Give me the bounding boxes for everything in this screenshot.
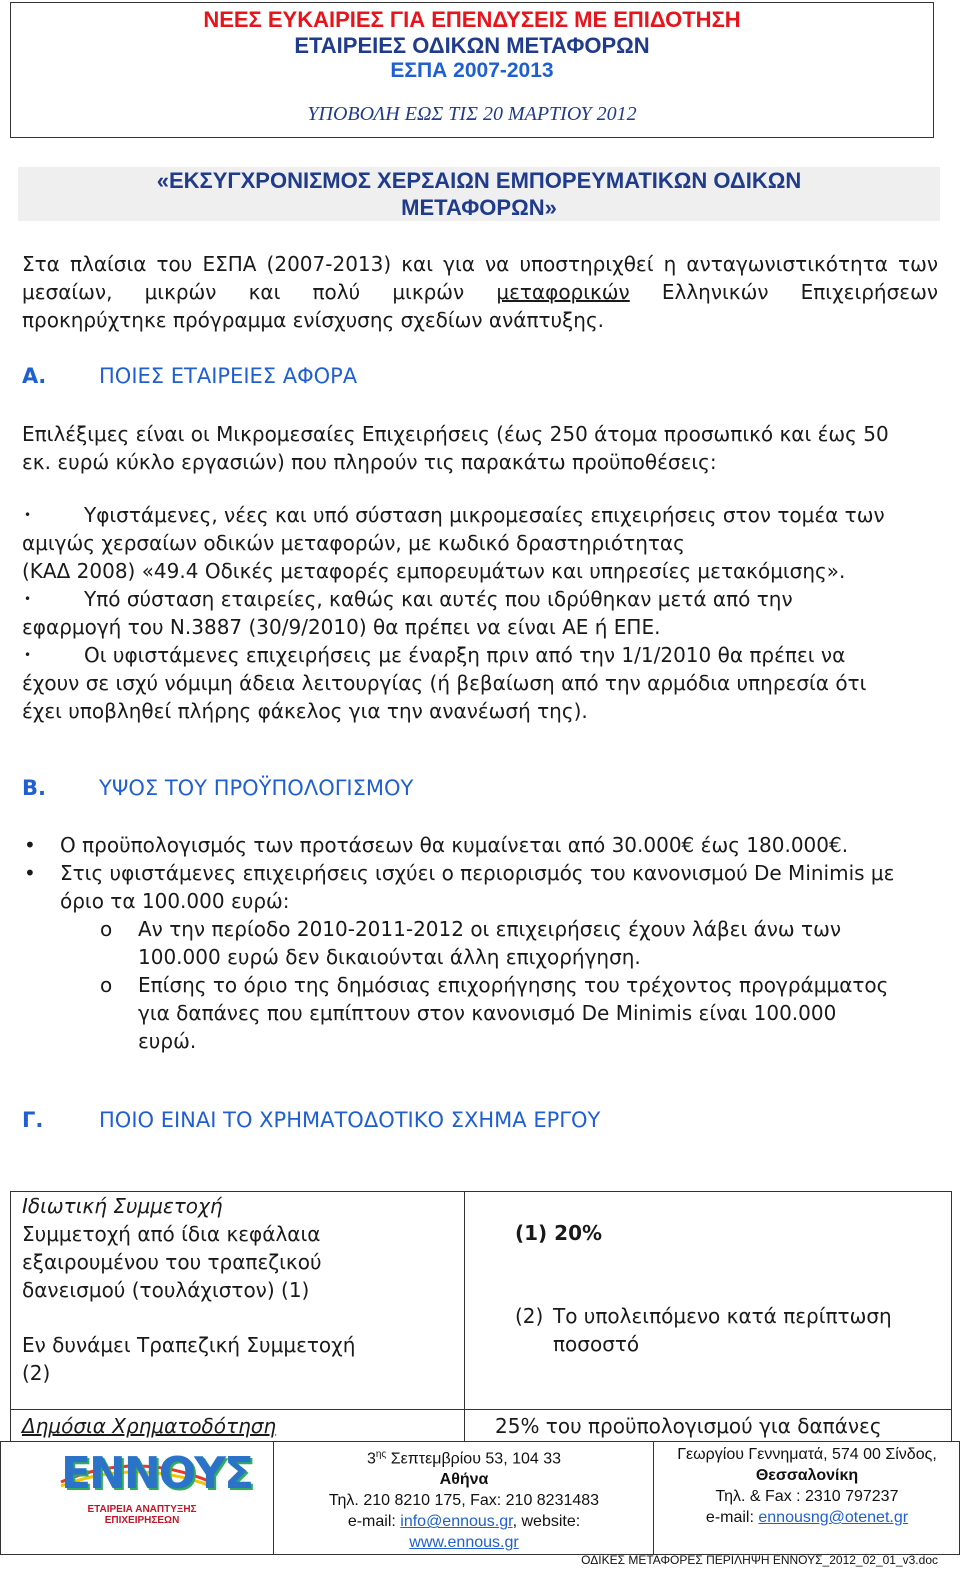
sub-list-item: o Επίσης το όριο της δημόσιας επιχορήγησης του τρέχοντος προγράμματος για δαπάνες που εμπίπτουν στον κανονισμό De Minimis είναι 100.000 ευρώ.	[100, 973, 889, 1053]
footer-logo-cell	[1, 1442, 273, 1554]
public-value: 25% του προϋπολογισμού για δαπάνες	[495, 1414, 882, 1438]
footer-athens-cell	[273, 1442, 654, 1554]
own-share-value: (1) 20%	[515, 1221, 603, 1245]
section-a-paragraph	[22, 420, 938, 476]
program-title-line2: ΜΕΤΑΦΟΡΩΝ»	[401, 195, 557, 220]
private-heading: Ιδιωτική Συμμετοχή	[22, 1194, 223, 1218]
list-item: • Υφιστάμενες, νέες και υπό σύσταση μικρομεσαίες επιχειρήσεις στον τομέα των αμιγώς χερσαίων οδικών μεταφορών, με κωδικό δραστηριότητας (ΚΑΔ 2008) «49.4 Οδικές μεταφορές εμπορευμάτων και υπηρεσίες μετακόμισης».	[22, 503, 885, 583]
bank-share-value: (2) Το υπολειπόμενο κατά περίπτωση ποσοστό	[515, 1304, 892, 1356]
financing-table	[10, 1191, 952, 1452]
athens-city: Αθήνα	[439, 1471, 489, 1489]
bullet-marker: •	[24, 648, 32, 662]
section-b-title: ΥΨΟΣ ΤΟΥ ΠΡΟΫΠΟΛΟΓΙΣΜΟΥ	[99, 776, 414, 800]
public-heading: Δημόσια Χρηματοδότηση	[22, 1414, 277, 1438]
header-subtitle: ΕΤΑΙΡΕΙΕΣ ΟΔΙΚΩΝ ΜΕΤΑΦΟΡΩΝ	[294, 33, 650, 58]
footer-letterhead	[0, 1441, 960, 1555]
sub-list-item: o Αν την περίοδο 2010-2011-2012 οι επιχειρήσεις έχουν λάβει άνω των 100.000 ευρώ δεν δικαιούνται άλλη επιχορήγηση.	[100, 917, 841, 969]
intro-line3: προκηρύχτηκε πρόγραμμα ενίσχυσης σχεδίων ανάπτυξης.	[22, 308, 605, 332]
sub-bullet-marker: o	[100, 917, 113, 941]
bullet-marker: •	[24, 861, 36, 885]
section-a-para-line1: Επιλέξιμες είναι οι Μικρομεσαίες Επιχειρήσεις (έως 250 άτομα προσωπικό και έως 50	[22, 422, 889, 446]
sub-bullet-marker: o	[100, 973, 113, 997]
intro-line1: Στα πλαίσια του ΕΣΠΑ (2007-2013) και για να υποστηριχθεί η ανταγωνιστικότητα των	[22, 252, 938, 276]
section-c-title: ΠΟΙΟ ΕΙΝΑΙ ΤΟ ΧΡΗΜΑΤΟΔΟΤΙΚΟ ΣΧΗΜΑ ΕΡΓΟΥ	[99, 1108, 601, 1132]
section-a-title: ΠΟΙΕΣ ΕΤΑΙΡΕΙΕΣ ΑΦΟΡΑ	[99, 364, 358, 388]
section-b-list	[22, 831, 938, 1055]
deadline-text: ΥΠΟΒΟΛΗ ΕΩΣ ΤΙΣ 20 ΜΑΡΤΙΟΥ 2012	[307, 103, 637, 125]
transport-link[interactable]: μεταφορικών	[496, 280, 630, 304]
document-filename: ΟΔΙΚΕΣ ΜΕΤΑΦΟΡΕΣ ΠΕΡΙΛΗΨΗ ΕΝΝΟΥΣ_2012_02_01_v3.doc	[581, 1553, 938, 1567]
bullet-marker: •	[24, 833, 36, 857]
section-b-letter: Β.	[22, 776, 46, 800]
email-link-thessaloniki[interactable]: ennousng@otenet.gr	[758, 1509, 909, 1526]
section-a-para-line2: εκ. ευρώ κύκλο εργασιών) που πληρούν τις παρακάτω προϋποθέσεις:	[22, 450, 717, 474]
table-right-cell	[515, 1219, 935, 1358]
table-divider-vertical	[464, 1192, 465, 1452]
list-item: • Οι υφιστάμενες επιχειρήσεις με έναρξη πριν από την 1/1/2010 θα πρέπει να έχουν σε ισχύ νόμιμη άδεια λειτουργίας (ή βεβαίωση από την αρμόδια υπηρεσία ότι έχει υποβληθεί πλήρης φάκελος για την ανανέωσή της).	[22, 643, 867, 723]
bullet-marker: •	[24, 508, 32, 522]
section-c-letter: Γ.	[22, 1108, 44, 1132]
intro-paragraph	[22, 250, 938, 334]
thessaloniki-phone: Τηλ. & Fax : 2310 797237	[715, 1488, 899, 1505]
list-item: • Υπό σύσταση εταιρείες, καθώς και αυτές που ιδρύθηκαν μετά από την εφαρμογή του Ν.3887 (30/9/2010) θα πρέπει να είναι ΑΕ ή ΕΠΕ.	[22, 587, 793, 639]
thessaloniki-city: Θεσσαλονίκη	[755, 1467, 859, 1484]
section-a-bullets	[22, 501, 938, 725]
intro-line2: μεσαίων, μικρών και πολύ μικρών μεταφορικών Ελληνικών Επιχειρήσεων	[22, 280, 938, 304]
program-title-line1: «ΕΚΣΥΓΧΡΟΝΙΣΜΟΣ ΧΕΡΣΑΙΩΝ ΕΜΠΟΡΕΥΜΑΤΙΚΩΝ ΟΔΙΚΩΝ	[156, 168, 802, 193]
section-c-heading	[22, 1108, 922, 1136]
list-item: • Στις υφιστάμενες επιχειρήσεις ισχύει ο περιορισμός του κανονισμού De Minimis με όριο τα 100.000 ευρώ:	[24, 861, 895, 913]
header-box	[10, 2, 934, 138]
program-title	[18, 167, 940, 221]
website-link[interactable]: www.ennous.gr	[409, 1534, 519, 1552]
section-b-heading	[22, 776, 922, 804]
footer-thessaloniki-cell: Γεωργίου Γεννηματά, 574 00 Σίνδος, Θεσσαλονίκη Τηλ. & Fax : 2310 797237 e-mail: ennousng@otenet.gr	[653, 1442, 960, 1554]
athens-phone: Τηλ. 210 8210 175, Fax: 210 8231483	[328, 1492, 600, 1510]
header-program: ΕΣΠΑ 2007-2013	[390, 59, 554, 82]
athens-email-line: e-mail: info@ennous.gr, website:	[347, 1513, 581, 1531]
section-a-letter: Α.	[22, 364, 47, 388]
header-title: ΝΕΕΣ ΕΥΚΑΙΡΙΕΣ ΓΙΑ ΕΠΕΝΔΥΣΕΙΣ ΜΕ ΕΠΙΔΟΤΗΣΗ	[203, 7, 741, 32]
email-link-athens[interactable]: info@ennous.gr	[400, 1513, 513, 1531]
table-divider-horizontal	[11, 1409, 951, 1410]
table-left-cell: Ιδιωτική Συμμετοχή Συμμετοχή από ίδια κεφάλαια εξαιρουμένου του τραπεζικού δανεισμού (τουλάχιστον) (1) Εν δυνάμει Τραπεζική Συμμετοχή (2)	[22, 1192, 452, 1387]
athens-address: $3^{\eta\varsigma}$ Σεπτεμβρίου 53, 104 33	[366, 1449, 562, 1468]
section-a-heading	[22, 364, 922, 392]
logo-wordmark: ΕΝΝΟΥΣ	[61, 1448, 253, 1499]
thessaloniki-address: Γεωργίου Γεννηματά, 574 00 Σίνδος,	[677, 1446, 937, 1463]
list-item: • Ο προϋπολογισμός των προτάσεων θα κυμαίνεται από 30.000€ έως 180.000€.	[24, 833, 849, 857]
logo-tagline: ΕΤΑΙΡΕΙΑ ΑΝΑΠΤΥΞΗΣ ΕΠΙΧΕΙΡΗΣΕΩΝ	[87, 1504, 197, 1526]
bullet-marker: •	[24, 592, 32, 606]
